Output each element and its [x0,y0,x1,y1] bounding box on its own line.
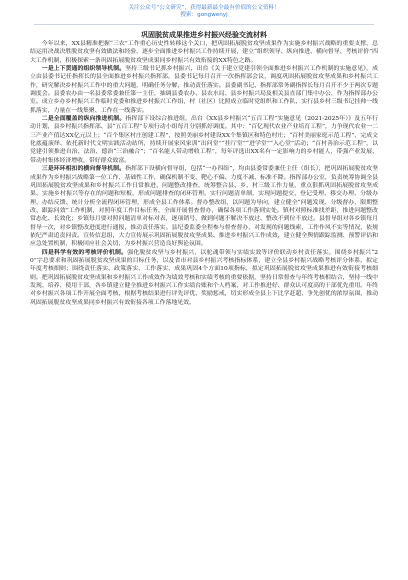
section-body: 强化脱贫攻坚与乡村振兴，以驼魂带领与实绩实效等评价联动乡村责任落实。围绕乡村振兴“20”字总要求和巩固拓展脱贫攻坚成果的目标任务，以及省市对县乡村振兴考核指标体系，建立全县乡村振兴战略考核评分体系，拟定年度考核细则；围绕责任落实、政策落实、工作落实、成果巩固4个方面10项指标，拟定巩固拓展脱贫攻坚成果推进有效衔接考核细则。把巩固拓展脱贫攻坚成果和乡村振兴工作成效作为绩效考核和实绩考核的重要依据，坚持日常督查与年终考核相结合，坚持一线中发现、培养、使用干部，各乡镇建立健全推进乡村振兴工作实绩台账和个人档案，对工作推进好、群众认可度高的干部优先重用。年终对乡村振兴各项工作开展全面考核，根据考核结果进行评先评优、奖励惩戒，切实形成全县上下比学赶超、争先创优的浓厚氛围，推动巩固拓展脱贫攻坚成果同乡村振兴有效衔接各项工作落地见效。 [30,249,378,306]
banner-divider [34,24,374,25]
section-paragraph [30,65,378,115]
section-body: 指挥部下设横向督导组，包括“一办四组”，均由县委常委兼任主任（组长），把巩固拓展脱贫攻坚成果作为乡村振兴战略第一位工作、基础性工作，确保机制不变、靶心不偏、力度不减、标准不降。指挥部办公室，负责统筹协调全县巩固拓展脱贫攻坚成果和乡村振兴工作日常推进、问题整改排查，统筹整合县、乡、村三级工作力量，重点狠抓巩固拓展脱贫攻坚成果、实施乡村振兴等存在的问题和短板，形成问题排查的闭环管理。实行问题清单制，实现问题提交、登记受理、移交办理、分级办理、办结反馈、统计分析全流程闭环管理，形成全县工作体系。督办整改组，以问题为导向，建立健全“问题发现、分级督办、限期整改、跟踪问效”工作机制，对照年度工作目标任务，全面开展督查督办，确保各项工作落到实处。镇村对照标准找差距，推进问题整改常态化、长效化；乡镇每月要对照问题清单对标对表，逐项销号，做到问题不解决不放过、整改不到位不放过。县督导组对各乡镇每月督导一次，对乡镇整改进度进行通报，推动责任落实。县纪委监委全程参与督查督办，对发现的问题线索、工作作风不实等情况，依规依纪严肃追责问责。宣传信息组，大力宣传展示巩固拓展脱贫攻坚成果、推进乡村振兴工作成效，建立健全舆情跟踪监测、预警评估和应急处置机制，积极回应社会关切，为乡村振兴营造良好舆论氛围。 [30,166,378,248]
section-heading: 三是环环相扣的横向督导机制。 [41,165,126,173]
section-heading: 二是全面覆盖的纵向推进机制。 [41,115,126,123]
document-body [30,30,378,570]
section-paragraph [30,115,378,165]
document-title: 巩固脱贫成果推进乡村振兴经验交流材料 [141,30,267,39]
banner-promo-text: 关注公众号“公文研究”，获得最新最全最有价值的公文资料！ [128,5,280,11]
section-paragraph [30,249,378,307]
section-body: 坚持三级书记抓乡村振兴，出台《关于建立党建引领全面推进乡村振兴工作机制的实施意见》，成立由县委书记任指挥长的县全面推进乡村振兴指挥部，县委书记每月召开一次指挥部会议，调度巩固拓展脱贫攻坚成果和乡村振兴工作，研究解决乡村振兴工作中的重大问题，明确任务分解，推动责任落实。县委副书记、指挥部常务副指挥长每月召开不少于两次专题调度会。县委农办由一名县委常委兼任第一主任，抽调县委农办、县农水局、县乡村振兴局及相关县直部门集中办公，作为指挥部办公室。成立乡办乡村振兴工作临时党委和推进乡村振兴工作组，村（社区）比照成立临时党组织和工作队，实行县乡村三级书记挂帅一线抓落实，力量在一线集聚、工作在一线落实。 [30,66,378,114]
section-heading: 四是科学有效的考核评价机制。 [41,248,128,256]
header-banner [0,0,408,28]
banner-search-text: 搜索：gongwenyj [180,12,228,18]
intro-paragraph: 今年以来，XX县精准把握“三农”工作重心历史性转移这个关口，把巩固拓展脱贫攻坚成果作为实施乡村振兴战略的重要支撑，总结运用决战决胜脱贫攻坚有效做法和经验，逐步全面推进乡村振兴工作持续开展，建立“组织领导、纵向推进、横向督导、考核评价”四大工作机制，积极探索一条巩固拓展脱贫攻坚成果同乡村振兴有效衔接的XX特色之路。 [30,41,378,64]
section-body: 指挥部下设综合推进组，出台《XX县乡村振兴“五百工程”实施意见（2021-2025年）》及五年行动计划，县乡村振兴指挥部、县“五百工程”专项行动小组每月分别抓好调度。其中：“百亿现代农业产业培育工程”，力争现代农业一二三产业产值达XX亿元以上；“百个集区村庄创建工程”，按照美丽乡村建设XX个集镇区和特色村庄；“百村美丽家庭示范工程”，完成文化底蕴演绎、依托新时代文明实践活动站所，持续开展家风家训“出问堂”“挂厅堂”“进学堂”“入心堂”活动；“百村善治示范工程”，以党建引领推进自治、法治、德治“三治融合”；“百名能人带动增收工程”，每年评选出XX名有一定影响力的乡村能人，带强产业发展、带动村集体经济增收，带好群众致富。 [30,116,378,164]
section-heading: 一是上下贯通的组织领导机制。 [41,65,126,73]
section-paragraph [30,165,378,248]
